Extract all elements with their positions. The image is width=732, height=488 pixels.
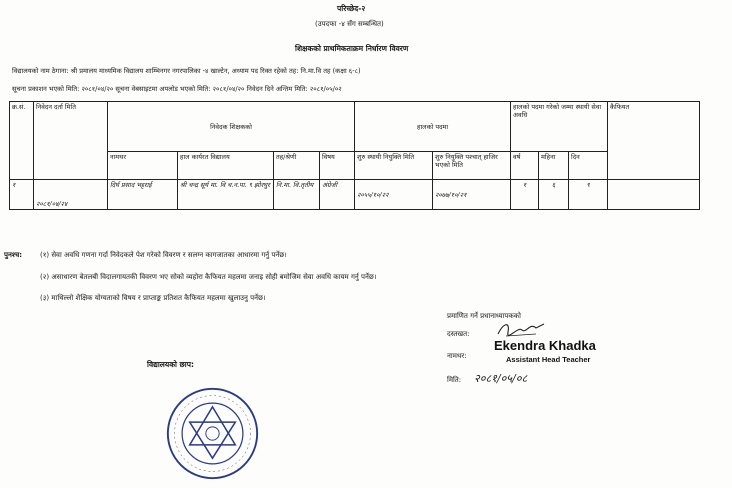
- cell-current-joining: २०७७/१०/२१: [433, 180, 511, 210]
- col-service-period: हालको पदमा: [355, 102, 511, 152]
- signatory-name: Ekendra Khadka: [494, 338, 596, 353]
- document-title: शिक्षकको प्राथमिकताक्रम निर्धारण विवरण: [295, 44, 409, 53]
- table-subheader-row: [10, 152, 700, 180]
- date-label: मिति:: [447, 376, 462, 384]
- col-subject: विषय: [320, 152, 355, 180]
- cell-first-appointment: २०५५/१०/२२: [355, 180, 433, 210]
- cell-remarks: [608, 180, 700, 210]
- cell-date: २०८१/०४/२४: [34, 180, 108, 210]
- priority-table: [9, 101, 700, 210]
- name-label: नामथर:: [447, 352, 467, 360]
- table-row: [10, 180, 700, 210]
- school-seal-label: विद्यालयको छाप:: [147, 360, 194, 369]
- signature-mark: [496, 318, 548, 340]
- notes-label: पुनश्च:: [4, 251, 23, 259]
- col-application-date: निवेदन दर्ता मिति: [34, 102, 108, 180]
- note-item: (१) सेवा अवधि गणना गर्दा निवेदकले पेश गरेको विवरण र सलग्न कागजातका आधारमा गर्नु पर्नेछ।: [40, 251, 287, 259]
- school-seal-stamp: [165, 386, 260, 481]
- cell-name: दिर्घ प्रसाद भट्टराई: [108, 180, 178, 210]
- col-days: दिन: [569, 152, 608, 180]
- signature-label: दस्तखत:: [447, 330, 470, 338]
- col-months: महिना: [539, 152, 569, 180]
- col-current-school: हाल कार्यरत विद्यालय: [178, 152, 274, 180]
- certification-label: प्रमाणित गर्ने प्रधानाध्यापकको: [447, 312, 521, 320]
- signatory-title: Assistant Head Teacher: [506, 355, 591, 364]
- cell-days: ९: [569, 180, 608, 210]
- cell-months: ६: [539, 180, 569, 210]
- col-remarks: कैफियत: [608, 102, 700, 180]
- annex-label: परिच्छेद-२: [337, 4, 366, 13]
- rule-reference: (उपदफा -४ सँग सम्बन्धित): [315, 20, 384, 28]
- col-name: नामथर: [108, 152, 178, 180]
- note-item: (३) माथिल्लो शैक्षिक योग्यताको विषय र प्राप्ताङ्क प्रतिशत कैफियत महलमा खुलाउनु पर्नेछ।: [40, 294, 266, 302]
- col-sn: क्र.सं.: [10, 102, 34, 180]
- col-years: वर्ष: [511, 152, 539, 180]
- cell-sn: १: [10, 180, 34, 210]
- table-header-row: [10, 102, 700, 152]
- cell-level: नि.मा. वि.तृतीय: [274, 180, 320, 210]
- signature-date: २०८१/०५/०८: [474, 372, 528, 385]
- school-info-line: विद्यालयको नाम ठेगाना: श्री प्रमालय माध्यमिक विद्यालय शाम्भिनगर नगरपालिका -४ खाल्टेन, अध्याम पद रिक्त रहेको तह: नि.मा.वि तह (कक्षा ६-८): [12, 67, 361, 75]
- col-current-joining: शुरु नियुक्ति पश्चात् हाजिर भएको मिति: [433, 152, 511, 180]
- cell-years: १: [511, 180, 539, 210]
- col-first-appointment: शुरु स्थायी नियुक्ति मिति: [355, 152, 433, 180]
- cell-subject: अंग्रेजी: [320, 180, 355, 210]
- cell-school: श्री चन्द्र सूर्य मा. वि च.न.पा. ९ झोरघुर: [178, 180, 274, 210]
- note-item: (२) असाधारण बेतलबी विदालगायतकी विवरण भए सोको व्यहोरा कैफियत महलमा जनाइ सोही बमोजिम सेवा अवधि कायम गर्नु पर्नेछ।: [40, 273, 377, 281]
- col-tenure: हालको पदमा गरेको जम्मा स्थायी सेवा अवधि: [511, 102, 608, 152]
- col-level: तह/श्रेणी: [274, 152, 320, 180]
- notice-dates-line: सूचना प्रकाशन भएको मिति: २०८१/०४/२० सूचना वेबसाइटमा अपलोड भएको मिति: २०८१/०४/२० निवेदन दिने अन्तिम मिति: २०८१/०५/०२: [12, 85, 342, 93]
- col-applicant-details: निवेदक शिक्षकको: [108, 102, 355, 152]
